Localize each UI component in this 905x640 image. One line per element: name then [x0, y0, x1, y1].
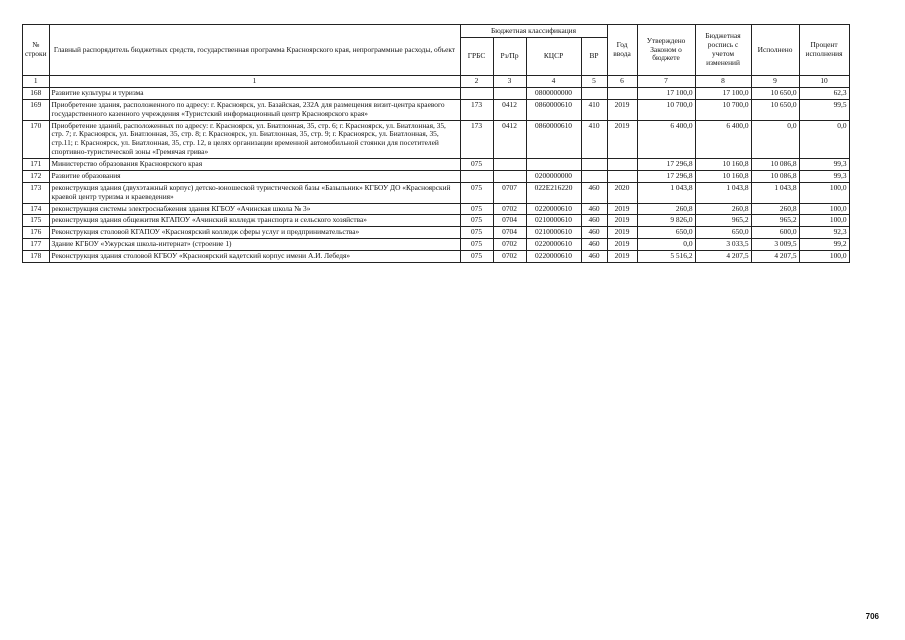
- cell-row-no: 169: [23, 99, 50, 120]
- cell-rzpr: 0412: [493, 120, 526, 159]
- header-percent: Процент исполнения: [799, 25, 849, 76]
- cell-vr: 460: [581, 203, 607, 215]
- cell-rzpr: [493, 170, 526, 182]
- cell-name: Реконструкция здания столовой КГБОУ «Красноярский кадетский корпус имени А.И. Лебедя»: [49, 251, 460, 263]
- cell-rzpr: [493, 159, 526, 171]
- cell-approved: 9 826,0: [637, 215, 695, 227]
- cell-vr: 410: [581, 99, 607, 120]
- cell-executed: 600,0: [751, 227, 799, 239]
- cell-year: [607, 159, 637, 171]
- budget-table: [22, 24, 850, 263]
- cell-year: [607, 170, 637, 182]
- cell-rzpr: [493, 87, 526, 99]
- cell-year: [607, 87, 637, 99]
- cell-percent: 100,0: [799, 182, 849, 203]
- cell-approved: 17 296,8: [637, 170, 695, 182]
- budget-document: [22, 24, 850, 263]
- cell-budget-list: 260,8: [695, 203, 751, 215]
- cell-vr: [581, 159, 607, 171]
- cell-executed: 4 207,5: [751, 251, 799, 263]
- column-number: 10: [799, 76, 849, 88]
- cell-percent: 99,3: [799, 170, 849, 182]
- header-year: Год ввода: [607, 25, 637, 76]
- cell-rzpr: 0412: [493, 99, 526, 120]
- cell-row-no: 168: [23, 87, 50, 99]
- cell-percent: 99,3: [799, 159, 849, 171]
- cell-vr: 460: [581, 239, 607, 251]
- cell-budget-list: 10 160,8: [695, 170, 751, 182]
- cell-budget-list: 10 160,8: [695, 159, 751, 171]
- table-row: [23, 87, 850, 99]
- column-number: 5: [581, 76, 607, 88]
- cell-rzpr: 0702: [493, 239, 526, 251]
- cell-approved: 17 100,0: [637, 87, 695, 99]
- cell-grbs: 075: [460, 227, 493, 239]
- column-number: 9: [751, 76, 799, 88]
- cell-row-no: 174: [23, 203, 50, 215]
- cell-rzpr: 0702: [493, 251, 526, 263]
- cell-executed: 3 009,5: [751, 239, 799, 251]
- cell-executed: 1 043,8: [751, 182, 799, 203]
- cell-rzpr: 0702: [493, 203, 526, 215]
- cell-grbs: 075: [460, 203, 493, 215]
- cell-vr: 460: [581, 215, 607, 227]
- cell-percent: 0,0: [799, 120, 849, 159]
- cell-budget-list: 3 033,5: [695, 239, 751, 251]
- column-number: 1: [23, 76, 50, 88]
- cell-row-no: 178: [23, 251, 50, 263]
- cell-kcsr: 0860000610: [526, 99, 581, 120]
- cell-grbs: 075: [460, 159, 493, 171]
- header-vr: ВР: [581, 38, 607, 76]
- cell-kcsr: 0220000610: [526, 203, 581, 215]
- cell-budget-list: 1 043,8: [695, 182, 751, 203]
- header-rzpr: Рз/Пр: [493, 38, 526, 76]
- header-budget-list: Бюджетная роспись с учетом изменений: [695, 25, 751, 76]
- table-row: [23, 120, 850, 159]
- header-approved: Утверждено Законом о бюджете: [637, 25, 695, 76]
- cell-grbs: 075: [460, 239, 493, 251]
- cell-kcsr: 0860000610: [526, 120, 581, 159]
- cell-row-no: 171: [23, 159, 50, 171]
- cell-name: Развитие культуры и туризма: [49, 87, 460, 99]
- cell-executed: 10 086,8: [751, 159, 799, 171]
- table-row: [23, 227, 850, 239]
- cell-budget-list: 10 700,0: [695, 99, 751, 120]
- table-row: [23, 170, 850, 182]
- table-body: [23, 87, 850, 262]
- table-row: [23, 99, 850, 120]
- cell-year: 2019: [607, 99, 637, 120]
- cell-grbs: [460, 87, 493, 99]
- cell-executed: 0,0: [751, 120, 799, 159]
- cell-budget-list: 17 100,0: [695, 87, 751, 99]
- cell-percent: 100,0: [799, 251, 849, 263]
- cell-percent: 100,0: [799, 215, 849, 227]
- cell-approved: 5 516,2: [637, 251, 695, 263]
- cell-grbs: 173: [460, 99, 493, 120]
- cell-vr: 460: [581, 227, 607, 239]
- table-row: [23, 251, 850, 263]
- cell-budget-list: 4 207,5: [695, 251, 751, 263]
- cell-year: 2019: [607, 227, 637, 239]
- cell-year: 2020: [607, 182, 637, 203]
- cell-grbs: [460, 170, 493, 182]
- cell-row-no: 175: [23, 215, 50, 227]
- cell-percent: 99,5: [799, 99, 849, 120]
- header-executed: Исполнено: [751, 25, 799, 76]
- header-row-no: № строки: [23, 25, 50, 76]
- cell-name: Министерство образования Красноярского края: [49, 159, 460, 171]
- header-budget-classification: Бюджетная классификация: [460, 25, 607, 38]
- cell-name: Приобретение здания, расположенного по адресу: г. Красноярск, ул. Базайская, 232А для размещения визит-центра краевого государственного казенного учреждения «Туристский информационный центр Красноярского края»: [49, 99, 460, 120]
- cell-name: Здание КГБОУ «Ужурская школа-интернат» (строение 1): [49, 239, 460, 251]
- cell-row-no: 173: [23, 182, 50, 203]
- cell-percent: 62,3: [799, 87, 849, 99]
- column-number: 3: [493, 76, 526, 88]
- header-grbs: ГРБС: [460, 38, 493, 76]
- cell-approved: 6 400,0: [637, 120, 695, 159]
- cell-kcsr: 0220000610: [526, 239, 581, 251]
- cell-approved: 0,0: [637, 239, 695, 251]
- cell-grbs: 075: [460, 215, 493, 227]
- page-number: 706: [865, 612, 879, 621]
- column-number: 1: [49, 76, 460, 88]
- cell-vr: 410: [581, 120, 607, 159]
- cell-name: реконструкция здания (двухэтажный корпус) детско-юношеской туристической базы «Базыльник» КГБОУ ДО «Красноярский краевой центр туризма и краеведения»: [49, 182, 460, 203]
- cell-percent: 92,3: [799, 227, 849, 239]
- cell-budget-list: 650,0: [695, 227, 751, 239]
- column-number: 6: [607, 76, 637, 88]
- cell-name: Реконструкция столовой КГАПОУ «Красноярский колледж сферы услуг и предпринимательства»: [49, 227, 460, 239]
- cell-kcsr: [526, 159, 581, 171]
- cell-row-no: 176: [23, 227, 50, 239]
- column-number: 4: [526, 76, 581, 88]
- column-number: 7: [637, 76, 695, 88]
- cell-executed: 965,2: [751, 215, 799, 227]
- column-number: 2: [460, 76, 493, 88]
- cell-kcsr: 0210000610: [526, 215, 581, 227]
- cell-approved: 650,0: [637, 227, 695, 239]
- cell-rzpr: 0704: [493, 227, 526, 239]
- cell-row-no: 170: [23, 120, 50, 159]
- cell-year: 2019: [607, 203, 637, 215]
- cell-year: 2019: [607, 215, 637, 227]
- cell-budget-list: 6 400,0: [695, 120, 751, 159]
- cell-kcsr: 0200000000: [526, 170, 581, 182]
- cell-rzpr: 0707: [493, 182, 526, 203]
- cell-percent: 100,0: [799, 203, 849, 215]
- cell-approved: 17 296,8: [637, 159, 695, 171]
- cell-executed: 10 086,8: [751, 170, 799, 182]
- cell-year: 2019: [607, 239, 637, 251]
- cell-approved: 260,8: [637, 203, 695, 215]
- table-row: [23, 239, 850, 251]
- cell-vr: 460: [581, 182, 607, 203]
- cell-name: Приобретение зданий, расположенных по адресу: г. Красноярск, ул. Биатлонная, 35, стр. 6; г. Красноярск, ул. Биатлонная, 35, стр. 7; г. Красноярск, ул. Биатлонная, 35, стр. 8; г. Красноярск, ул. Биатлонная, 35, стр. 9; г. Красноярск, ул. Биатлонная, 35, стр.11; г. Красноярск, ул. Биатлонная, 35, стр. 12, в целях организации временной автомобильной стоянки для посетителей спортивно-туристической зоны «Гремячая грива»: [49, 120, 460, 159]
- cell-name: реконструкция системы электроснабжения здания КГБОУ «Ачинская школа № 3»: [49, 203, 460, 215]
- table-row: [23, 182, 850, 203]
- cell-grbs: 173: [460, 120, 493, 159]
- cell-grbs: 075: [460, 251, 493, 263]
- table-row: [23, 203, 850, 215]
- column-number-row: [23, 76, 850, 88]
- header-name: Главный распорядитель бюджетных средств, государственная программа Красноярского края, непрограммные расходы, объект: [49, 25, 460, 76]
- cell-approved: 1 043,8: [637, 182, 695, 203]
- cell-kcsr: 0220000610: [526, 251, 581, 263]
- cell-year: 2019: [607, 251, 637, 263]
- cell-row-no: 177: [23, 239, 50, 251]
- cell-rzpr: 0704: [493, 215, 526, 227]
- cell-grbs: 075: [460, 182, 493, 203]
- cell-row-no: 172: [23, 170, 50, 182]
- cell-executed: 260,8: [751, 203, 799, 215]
- table-row: [23, 215, 850, 227]
- table-row: [23, 159, 850, 171]
- cell-name: Развитие образования: [49, 170, 460, 182]
- column-number: 8: [695, 76, 751, 88]
- cell-kcsr: 0210000610: [526, 227, 581, 239]
- cell-executed: 10 650,0: [751, 87, 799, 99]
- cell-year: 2019: [607, 120, 637, 159]
- header-kcsr: КЦСР: [526, 38, 581, 76]
- cell-approved: 10 700,0: [637, 99, 695, 120]
- cell-vr: [581, 170, 607, 182]
- cell-kcsr: 022E216220: [526, 182, 581, 203]
- cell-kcsr: 0800000000: [526, 87, 581, 99]
- cell-executed: 10 650,0: [751, 99, 799, 120]
- cell-vr: 460: [581, 251, 607, 263]
- cell-name: реконструкция здания общежития КГАПОУ «Ачинский колледж транспорта и сельского хозяйства»: [49, 215, 460, 227]
- cell-percent: 99,2: [799, 239, 849, 251]
- cell-vr: [581, 87, 607, 99]
- cell-budget-list: 965,2: [695, 215, 751, 227]
